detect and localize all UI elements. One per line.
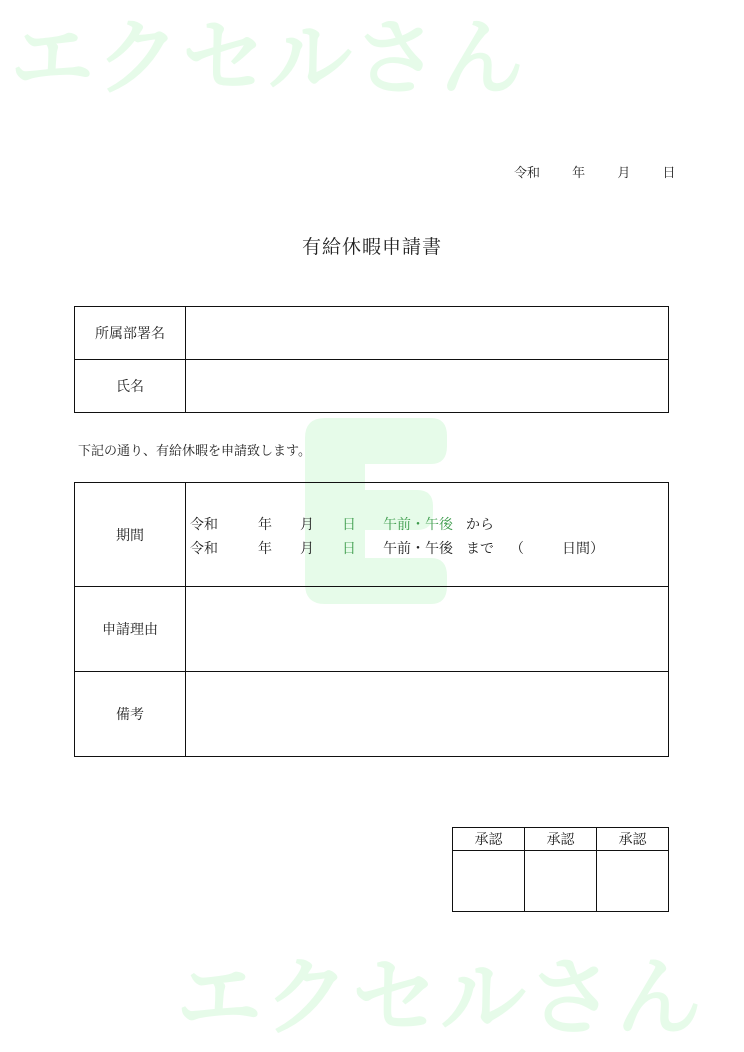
- name-label: 氏名: [75, 360, 186, 413]
- period-era: 令和: [190, 541, 218, 557]
- period-month: 月: [300, 517, 314, 533]
- period-suffix: まで: [466, 541, 494, 557]
- period-days-open: （: [510, 541, 524, 557]
- table-row: [75, 483, 669, 587]
- date-era: 令和: [514, 166, 541, 181]
- period-year: 年: [258, 541, 272, 557]
- date-year: 年: [572, 166, 586, 181]
- intro-text: 下記の通り、有給休暇を申請致します。: [78, 444, 311, 459]
- reason-field[interactable]: [186, 587, 669, 672]
- period-year: 年: [258, 517, 272, 533]
- date-line: [514, 162, 675, 181]
- watermark-bottom: エクセルさん: [176, 948, 704, 1048]
- remarks-label: 備考: [75, 672, 186, 757]
- remarks-field[interactable]: [186, 672, 669, 757]
- date-month: 月: [617, 166, 631, 181]
- period-label: 期間: [75, 483, 186, 587]
- period-days-close: 日間）: [562, 541, 604, 557]
- period-era: 令和: [190, 517, 218, 533]
- approval-table: [452, 827, 669, 912]
- table-row: [75, 360, 669, 413]
- table-row: [75, 307, 669, 360]
- period-month: 月: [300, 541, 314, 557]
- period-suffix: から: [466, 517, 494, 533]
- page-title: 有給休暇申請書: [301, 236, 442, 258]
- approval-header: 承認: [525, 828, 597, 851]
- approval-header: 承認: [453, 828, 525, 851]
- request-table: [74, 482, 669, 757]
- date-day: 日: [662, 166, 676, 181]
- department-label: 所属部署名: [75, 307, 186, 360]
- info-table: [74, 306, 669, 413]
- period-field[interactable]: [186, 483, 669, 587]
- period-ampm: 午前・午後: [383, 541, 453, 557]
- approval-header: 承認: [597, 828, 669, 851]
- table-row: [453, 851, 669, 912]
- approval-stamp-box[interactable]: [453, 851, 525, 912]
- reason-label: 申請理由: [75, 587, 186, 672]
- department-field[interactable]: [186, 307, 669, 360]
- approval-stamp-box[interactable]: [597, 851, 669, 912]
- period-ampm: 午前・午後: [383, 517, 453, 533]
- approval-stamp-box[interactable]: [525, 851, 597, 912]
- table-row: [75, 672, 669, 757]
- period-day: 日: [342, 541, 356, 557]
- table-row: [453, 828, 669, 851]
- table-row: [75, 587, 669, 672]
- period-day: 日: [342, 517, 356, 533]
- watermark-top: エクセルさん: [10, 9, 527, 107]
- name-field[interactable]: [186, 360, 669, 413]
